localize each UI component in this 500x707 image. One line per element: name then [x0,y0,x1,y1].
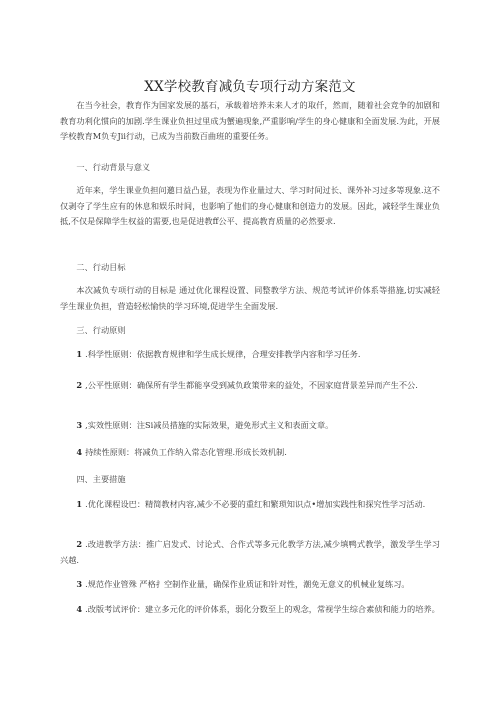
principle-item [60,347,440,363]
background-paragraph: 近年来，学生课业负担问邀日益凸显，表现为作业量过大、学习时间过长、课外补习过多等现象.这不仅剥夺了学生应有的休息和娱乐时间，也影响了他们的身心健康和创造力的发展。因此，减轻学生课业负抵,不仅是保障学生权益的需要,也是促进教ff公平、提高教育质量的必然要求. [60,185,440,227]
measure-item [60,577,440,593]
goal-paragraph: 本次减负专项行动的目标是 通过优化课程设置、同整教学方法、规范考试评价体系等措施,切实减轻学生课业负担，营造轻松愉快的学习环境,促进学生全面发展. [60,285,440,311]
measure-number: 3 [76,579,83,589]
principle-item [60,418,440,434]
measure-text: .改进教学方法：推广启发式、讨论式、合作式等多元化教学方法,减少填鸭式教学，激发学生学习兴越. [60,539,440,565]
principle-number: 3 [76,420,83,430]
measure-text: .改版考试评价：建立多元化的评价体系，弱化分数至上的观念，常视学生综合素侦和能力的培养。 [85,604,440,614]
measure-text: .优化课程设巴：精简教材内容,减少不必要的重红和繁琐知识点•增加实践性和探究性学习活动. [85,499,426,509]
principle-number: 1 [76,349,83,359]
section-heading-background: 一、行动背景与意义 [76,162,151,172]
principle-text: ,实效性原则：注Si减员措施的实际效果，避免形式主义和表面文章。 [85,420,334,430]
principle-text: ,公平性原则：确保所有学生都能享受到减负政策带来的益处，不因家庭背景差异而产生不公. [85,380,418,390]
section-heading-goal: 二、行动目标 [76,262,126,272]
principle-item [60,378,440,394]
section-heading-principles: 三、行动原则 [76,325,126,335]
measure-item [60,602,440,618]
measure-text: .规范作业管殊 严格扌空制作业量，确保作业质证和针对性，潮免无意义的机械业复练习。 [85,579,410,589]
section-heading-measures: 四、主要措施 [76,474,126,484]
measure-number: 2 [76,539,83,549]
principle-text: .科学性原则：依据教育规律和学生成长规律，合理安排教学内容和学习任务. [85,349,361,359]
principle-number: 2 [76,380,83,390]
principle-item [60,445,440,461]
measure-number: 1 [76,499,83,509]
principle-number: 4 [76,447,83,457]
measure-item [60,497,440,513]
measure-item [60,537,440,568]
principle-text: 持续性原则：将减负工作纳入常态化管理.形成长效机制. [85,447,287,457]
intro-paragraph: 在当今社会，教育作为国家发展的基石，承载着培养未来人才的取仟，然而，随着社会竞争的加剧和教育功利化惯向的加剧.学生课业负担过里成为蟹遍现象,严重影响/学生的身心健康和全面发展.为此，开展学校教育M负专Jii行动，已成为当前数百曲班的重要任务。 [60,100,440,142]
measure-number: 4 [76,604,83,614]
document-title: XX学校教育减负专项行动方案范文 [144,79,356,95]
